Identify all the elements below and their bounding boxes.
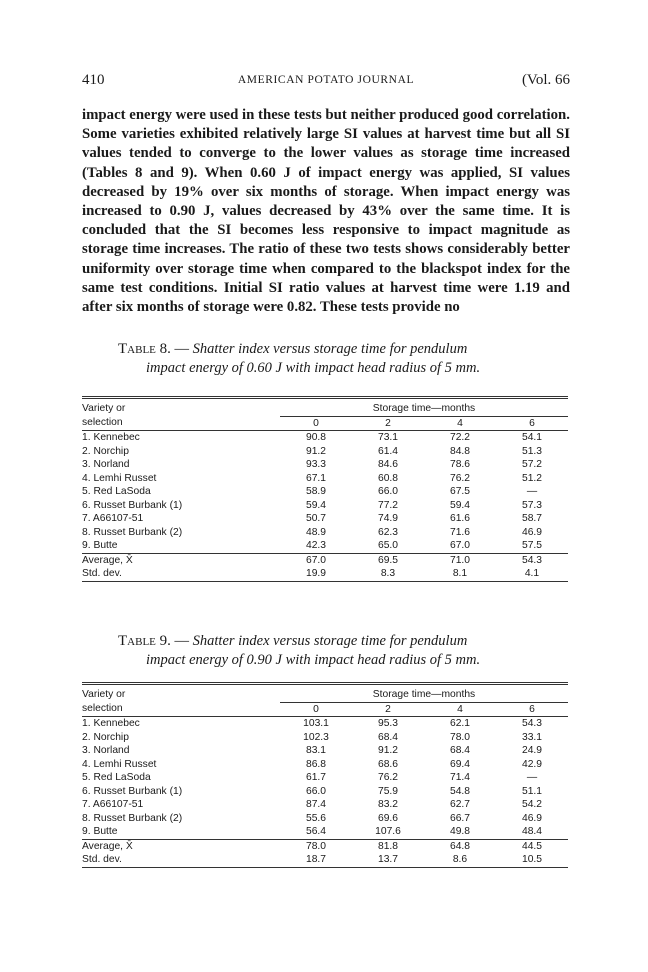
- table-8-label: Table 8.: [118, 341, 171, 357]
- table-row: [82, 539, 568, 553]
- body-paragraph: impact energy were used in these tests but neither produced good correlation. Some varieties exhibited relatively large SI values at harvest time but all SI values tended to converge to the lower values as storage time increased (Tables 8 and 9). When 0.60 J of impact energy was applied, SI values decreased by 19% over six months of storage. When impact energy was increased to 0.90 J, values decreased by 43% over the same time. It is concluded that the SI becomes less responsive to impact magnitude as storage time increases. The ratio of these two tests shows considerably better uniformity over storage time when compared to the blackspot index for the same test conditions. Initial SI ratio values at harvest time were 1.19 and after six months of storage were 0.82. These tests provide no: [82, 107, 570, 316]
- col-header-variety: Variety or: [82, 684, 280, 703]
- row-label: Average, X̄: [82, 554, 133, 566]
- table-row: [82, 785, 568, 799]
- table-cell: 107.6: [352, 825, 424, 839]
- table-row: [82, 499, 568, 513]
- volume-label: (Vol. 66: [521, 72, 570, 88]
- table-cell: 83.2: [377, 799, 399, 810]
- table-cell: 103.1: [303, 718, 329, 729]
- table-cell: 67.1: [305, 472, 327, 484]
- table-cell: 64.8: [449, 840, 471, 852]
- table-row: [82, 458, 568, 472]
- table-cell: 68.6: [377, 758, 399, 770]
- table-row: [82, 731, 568, 745]
- table-cell: 4.1: [496, 567, 568, 581]
- row-label: 9. Butte: [82, 825, 280, 839]
- row-label: 2. Norchip: [82, 731, 129, 743]
- table-9-title-line1: Shatter index versus storage time for pendulum: [192, 633, 468, 649]
- table-cell: 18.7: [280, 853, 352, 867]
- table-cell: 93.3: [305, 459, 327, 470]
- table-cell: 51.3: [521, 445, 543, 457]
- row-label: 5. Red LaSoda: [82, 772, 151, 783]
- table-cell: 69.4: [449, 758, 471, 770]
- table-cell: 10.5: [496, 853, 568, 867]
- row-label: 7. A66107-51: [82, 513, 144, 524]
- row-label: 4. Lemhi Russet: [82, 758, 157, 770]
- table-8-caption: [118, 340, 538, 378]
- table-cell: 77.2: [377, 499, 399, 511]
- page-number: 410: [82, 72, 105, 88]
- table-8-title-line1: Shatter index versus storage time for pendulum: [192, 341, 468, 357]
- table-cell: 66.0: [377, 486, 399, 497]
- table-row: [82, 717, 568, 731]
- table-8-summary: [82, 553, 568, 581]
- table-cell: 42.3: [280, 539, 352, 553]
- table-cell: 44.5: [521, 840, 543, 852]
- table-cell: 74.9: [377, 513, 399, 524]
- table-cell: 8.1: [424, 567, 496, 581]
- table-row: [82, 485, 568, 499]
- table-row: [82, 744, 568, 758]
- table-cell: 33.1: [521, 731, 543, 743]
- table-cell: 13.7: [352, 853, 424, 867]
- table-cell: 19.9: [280, 567, 352, 581]
- storage-time-header: Storage time—months: [280, 684, 568, 703]
- table-cell: 57.5: [496, 539, 568, 553]
- table-cell: 91.2: [377, 745, 399, 756]
- table-row: [82, 812, 568, 826]
- month-header: 4: [424, 416, 496, 431]
- table-cell: 61.7: [305, 772, 327, 783]
- row-label: 5. Red LaSoda: [82, 486, 151, 497]
- table-cell: 68.4: [449, 745, 471, 756]
- table-cell: 58.7: [521, 513, 543, 524]
- table-cell: 51.1: [521, 785, 543, 797]
- table-cell: 90.8: [305, 432, 327, 443]
- table-cell: 81.8: [377, 840, 399, 852]
- table-9-body: [82, 717, 568, 840]
- table-cell: 86.8: [305, 758, 327, 770]
- table-row: [82, 512, 568, 526]
- table-cell: 69.5: [377, 554, 399, 566]
- table-cell: 8.3: [352, 567, 424, 581]
- month-header: 0: [280, 702, 352, 717]
- table-cell: 71.6: [449, 526, 471, 538]
- table-row: [82, 758, 568, 772]
- table-cell: 71.0: [449, 554, 471, 566]
- table-cell: 66.0: [305, 785, 327, 797]
- row-label: 6. Russet Burbank (1): [82, 499, 183, 511]
- table-cell: 61.4: [377, 445, 399, 457]
- table-cell: 42.9: [521, 758, 543, 770]
- table-cell: 54.3: [521, 718, 543, 729]
- table-cell: 48.4: [496, 825, 568, 839]
- table-cell: 8.6: [424, 853, 496, 867]
- table-8-body: [82, 431, 568, 554]
- table-cell: 50.7: [305, 513, 327, 524]
- table-row: [82, 771, 568, 785]
- table-row: [82, 431, 568, 445]
- table-cell: 75.9: [377, 785, 399, 797]
- month-header: 6: [496, 416, 568, 431]
- col-header-selection: selection: [82, 702, 280, 717]
- table-cell: 65.0: [352, 539, 424, 553]
- table-cell: 78.6: [449, 459, 471, 470]
- table-row: [82, 798, 568, 812]
- table-8: [82, 396, 568, 582]
- row-label: Average, X̄: [82, 840, 133, 852]
- table-cell: 68.4: [377, 731, 399, 743]
- summary-row: [82, 853, 568, 867]
- table-cell: 67.0: [305, 554, 327, 566]
- table-header-row: [82, 416, 568, 431]
- table-cell: 78.0: [449, 731, 471, 743]
- month-header: 2: [352, 416, 424, 431]
- row-label: 8. Russet Burbank (2): [82, 812, 183, 824]
- table-cell: 46.9: [521, 812, 543, 824]
- month-header: 2: [352, 702, 424, 717]
- row-label: 3. Norland: [82, 745, 130, 756]
- table-cell: 24.9: [521, 745, 543, 756]
- row-label: 1. Kennebec: [82, 718, 140, 729]
- row-label: 1. Kennebec: [82, 432, 140, 443]
- row-label: Std. dev.: [82, 567, 280, 581]
- table-cell: 91.2: [305, 445, 327, 457]
- table-cell: 71.4: [449, 772, 471, 783]
- table-row: [82, 472, 568, 486]
- table-cell: 55.6: [305, 812, 327, 824]
- month-header: 6: [496, 702, 568, 717]
- row-label: 3. Norland: [82, 459, 130, 470]
- table-cell: 48.9: [305, 526, 327, 538]
- table-cell: 73.1: [377, 432, 399, 443]
- table-cell: 62.7: [449, 799, 471, 810]
- table-cell: 78.0: [305, 840, 327, 852]
- table-cell: 57.3: [521, 499, 543, 511]
- table-header-row: [82, 398, 568, 417]
- table-cell: 58.9: [305, 486, 327, 497]
- row-label: Std. dev.: [82, 853, 280, 867]
- month-header: 4: [424, 702, 496, 717]
- summary-row: [82, 553, 568, 567]
- col-header-selection: selection: [82, 416, 280, 431]
- table-cell: 54.3: [521, 554, 543, 566]
- table-9-dash: —: [174, 633, 190, 649]
- table-row: [82, 526, 568, 540]
- table-cell: 62.3: [377, 526, 399, 538]
- table-cell: 57.2: [521, 459, 543, 470]
- row-label: 7. A66107-51: [82, 799, 144, 810]
- summary-row: [82, 567, 568, 581]
- row-label: 6. Russet Burbank (1): [82, 785, 183, 797]
- table-9-caption: [118, 632, 538, 670]
- storage-time-header: Storage time—months: [280, 398, 568, 417]
- table-cell: 67.5: [449, 486, 471, 497]
- table-cell: 76.2: [377, 772, 399, 783]
- table-8-title-line2: impact energy of 0.60 J with impact head radius of 5 mm.: [146, 360, 481, 376]
- summary-row: [82, 839, 568, 853]
- table-cell: 54.2: [521, 799, 543, 810]
- table-row: [82, 825, 568, 839]
- table-9-label: Table 9.: [118, 633, 171, 649]
- table-cell: 54.8: [449, 785, 471, 797]
- table-row: [82, 445, 568, 459]
- row-label: 8. Russet Burbank (2): [82, 526, 183, 538]
- table-cell: 59.4: [305, 499, 327, 511]
- table-cell: 54.1: [521, 432, 543, 443]
- table-cell: 83.1: [305, 745, 327, 756]
- table-header-row: [82, 684, 568, 703]
- table-cell: 49.8: [424, 825, 496, 839]
- table-cell: 46.9: [521, 526, 543, 538]
- table-cell: 84.6: [377, 459, 399, 470]
- table-cell: 72.2: [449, 432, 471, 443]
- table-cell: 56.4: [280, 825, 352, 839]
- table-cell: 76.2: [449, 472, 471, 484]
- table-8-dash: —: [174, 341, 190, 357]
- table-cell: 66.7: [449, 812, 471, 824]
- table-cell: 62.1: [449, 718, 471, 729]
- table-9: [82, 682, 568, 868]
- table-cell: 59.4: [449, 499, 471, 511]
- table-cell: 61.6: [449, 513, 471, 524]
- month-header: 0: [280, 416, 352, 431]
- table-cell: 84.8: [449, 445, 471, 457]
- table-cell: 60.8: [377, 472, 399, 484]
- journal-name: AMERICAN POTATO JOURNAL: [237, 74, 415, 86]
- table-cell: —: [526, 772, 538, 783]
- running-header: [82, 72, 570, 92]
- table-cell: 51.2: [521, 472, 543, 484]
- table-cell: 69.6: [377, 812, 399, 824]
- table-cell: 95.3: [377, 718, 399, 729]
- table-cell: —: [526, 486, 538, 497]
- row-label: 2. Norchip: [82, 445, 129, 457]
- row-label: 4. Lemhi Russet: [82, 472, 157, 484]
- table-cell: 67.0: [424, 539, 496, 553]
- col-header-variety: Variety or: [82, 398, 280, 417]
- table-header-row: [82, 702, 568, 717]
- table-cell: 102.3: [303, 731, 329, 743]
- table-9-title-line2: impact energy of 0.90 J with impact head radius of 5 mm.: [146, 652, 481, 668]
- table-cell: 87.4: [305, 799, 327, 810]
- table-9-summary: [82, 839, 568, 867]
- row-label: 9. Butte: [82, 539, 280, 553]
